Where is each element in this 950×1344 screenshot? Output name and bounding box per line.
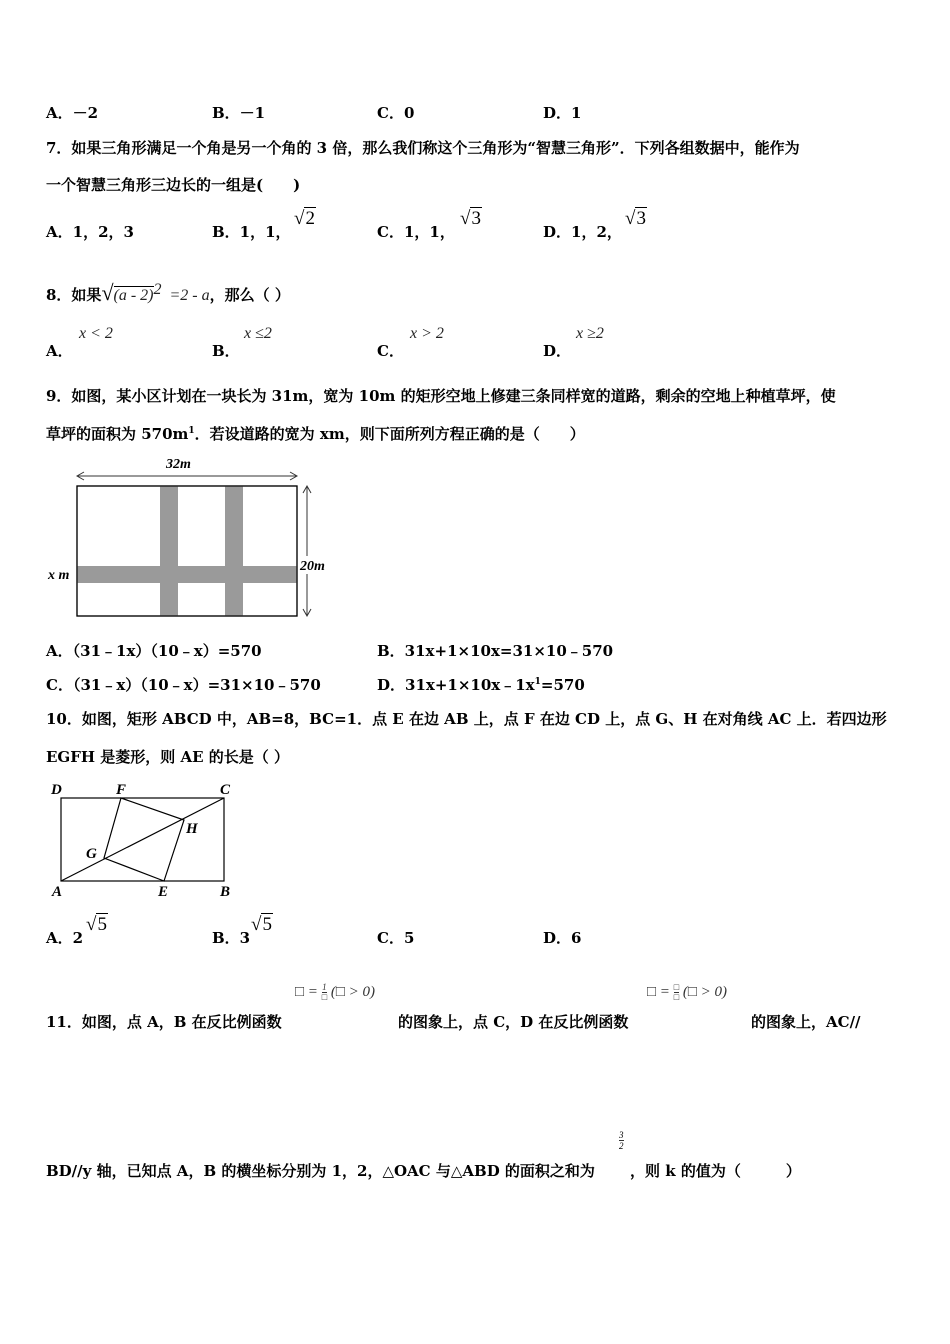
q11-formula-1-frac xyxy=(322,983,327,1002)
q10-option-a xyxy=(46,927,83,948)
q7-stem-line2: 一个智慧三角形三边长的一组是( ) xyxy=(46,176,301,194)
q8-option-a-expr: x < 2 xyxy=(79,325,113,342)
q9-option-d-a: D．31x+1×10x﹣1x xyxy=(377,676,535,694)
q9-option-c: C．（31﹣x）（10﹣x）=31×10﹣570 xyxy=(46,676,321,694)
q9-option-d-sup: 1 xyxy=(534,677,541,687)
q10-figure-diagonal-ac xyxy=(61,798,224,881)
q6-option-c: C．0 xyxy=(377,104,415,122)
q11-line1-c: 的图象上，AC// xyxy=(751,1013,861,1031)
q9-figure-road-vertical-1 xyxy=(160,486,178,616)
q7-option-c-sqrt: √3 xyxy=(460,208,481,229)
q11-line2-b: ，则 k 的值为（ ） xyxy=(630,1162,801,1180)
q9-figure-road-vertical-2 xyxy=(225,486,243,616)
q10-option-b xyxy=(212,927,250,948)
q9-option-b: B．31x+1×10x=31×10﹣570 xyxy=(377,642,614,660)
q7-option-a-label: A．1，2，3 xyxy=(46,223,134,241)
q7-option-c-radicand: 3 xyxy=(471,208,481,229)
q8-rhs: =2 - a xyxy=(169,287,210,304)
q8-prefix: 8．如果 xyxy=(46,286,102,304)
q8-option-d-letter: D． xyxy=(543,342,572,360)
q11-formula-2 xyxy=(647,983,727,1002)
q9-option-d-b: =570 xyxy=(540,676,585,694)
q11-formula-1 xyxy=(295,983,375,1002)
q11-formula-2-num: □ xyxy=(673,982,680,992)
q9-stem-line1: 9．如图，某小区计划在一块长为 31m，宽为 10m 的矩形空地上修建三条同样宽的道路，剩余的空地上种植草坪，使 xyxy=(46,387,836,405)
q7-option-b-radicand: 2 xyxy=(305,208,315,229)
q8-option-b-letter: B． xyxy=(212,342,240,360)
q10-stem-line2: EGFH 是菱形，则 AE 的长是（ ） xyxy=(46,748,290,766)
q9-figure-rectangle xyxy=(77,486,297,616)
q7-option-c xyxy=(377,221,455,242)
q7-stem-line1: 7．如果三角形满足一个角是另一个角的 3 倍，那么我们称这个三角形为“智慧三角形”．下列各组数据中，能作为 xyxy=(46,139,800,157)
q10-label-g: G xyxy=(86,846,97,862)
q8-option-a-letter: A． xyxy=(46,342,73,360)
q9-figure xyxy=(44,452,344,627)
q9-figure-top-label: 32m xyxy=(166,457,191,472)
q10-option-a-label: A．2 xyxy=(46,929,84,947)
q10-option-b-sqrt: √5 xyxy=(251,914,272,935)
q10-option-b-label: B．3 xyxy=(212,929,251,947)
q8-sqrt: √ xyxy=(101,280,114,305)
q8-option-d-expr: x ≥2 xyxy=(576,325,604,342)
q6-option-b: B．－1 xyxy=(212,104,266,122)
q11-line1-a: 11．如图，点 A，B 在反比例函数 xyxy=(46,1013,282,1031)
q9-figure-road-horizontal xyxy=(77,566,297,583)
q10-option-a-sqrt: √5 xyxy=(86,914,107,935)
q9-figure-left-label: x m xyxy=(48,568,70,583)
q11-formula-2-frac xyxy=(674,983,679,1002)
q10-stem-line1: 10．如图，矩形 ABCD 中，AB=8，BC=1．点 E 在边 AB 上，点 F 在边 CD 上，点 G、H 在对角线 AC 上．若四边形 xyxy=(46,710,887,728)
q8-option-c-letter: C． xyxy=(377,342,404,360)
q10-label-f: F xyxy=(116,782,127,798)
q10-option-a-radicand: 5 xyxy=(97,914,107,935)
q11-small-frac-den: 2 xyxy=(619,1141,624,1151)
q7-option-b xyxy=(212,221,291,242)
q10-figure-rhombus xyxy=(104,798,184,881)
q8-radicand: (a - 2) xyxy=(113,287,154,304)
q9-stem-line2-a: 草坪的面积为 570m xyxy=(46,425,189,443)
q10-option-d: D．6 xyxy=(543,929,582,947)
q11-formula-1-lhs: □ = xyxy=(295,983,318,1000)
q9-stem-line2-sup: 1 xyxy=(188,426,195,436)
q6-option-d: D．1 xyxy=(543,104,582,122)
q10-option-c: C．5 xyxy=(377,929,415,947)
q7-option-b-label: B．1，1， xyxy=(212,223,291,241)
q8-option-c-expr: x > 2 xyxy=(410,325,444,342)
q9-stem-line2 xyxy=(46,423,585,444)
q9-figure-right-label: 20m xyxy=(300,559,325,574)
q11-formula-2-lhs: □ = xyxy=(647,983,670,1000)
q11-formula-2-den: □ xyxy=(673,992,680,1002)
q7-option-b-sqrt: √2 xyxy=(294,208,315,229)
q10-option-b-radicand: 5 xyxy=(262,914,272,935)
q11-line1-b: 的图象上，点 C，D 在反比例函数 xyxy=(398,1013,629,1031)
q7-option-c-label: C．1，1， xyxy=(377,223,455,241)
q9-option-d xyxy=(377,674,585,695)
q8-stem xyxy=(46,280,290,306)
q8-exponent: 2 xyxy=(153,281,162,298)
q10-label-d: D xyxy=(51,782,62,798)
q11-formula-2-cond: (□ > 0) xyxy=(682,983,728,1000)
q7-option-d-label: D．1，2， xyxy=(543,223,622,241)
q10-label-a: A xyxy=(52,884,63,900)
q10-figure xyxy=(46,778,246,903)
q11-formula-1-den: □ xyxy=(321,992,328,1002)
q8-option-b-expr: x ≤2 xyxy=(244,325,272,342)
q9-stem-line2-b: ．若设道路的宽为 xm，则下面所列方程正确的是（ ） xyxy=(194,425,585,443)
q11-small-frac xyxy=(619,1130,624,1151)
q11-formula-1-cond: (□ > 0) xyxy=(330,983,376,1000)
q8-suffix: ，那么（ ） xyxy=(209,286,290,304)
q6-option-a: A．－2 xyxy=(46,104,99,122)
q11-small-frac-num: 3 xyxy=(619,1130,624,1140)
q7-option-d-sqrt: √3 xyxy=(625,208,646,229)
q7-option-a xyxy=(46,221,134,242)
q11-formula-1-num: 1 xyxy=(322,982,327,992)
q9-option-a: A．（31﹣1x）（10﹣x）=570 xyxy=(46,642,262,660)
q7-option-d-radicand: 3 xyxy=(636,208,646,229)
q10-label-b: B xyxy=(220,884,231,900)
q11-line2-a: BD//y 轴，已知点 A，B 的横坐标分别为 1，2，△OAC 与△ABD 的面积之和为 xyxy=(46,1162,595,1180)
q7-option-d xyxy=(543,221,622,242)
q10-label-c: C xyxy=(220,782,231,798)
q10-label-e: E xyxy=(158,884,169,900)
q10-label-h: H xyxy=(186,821,198,837)
